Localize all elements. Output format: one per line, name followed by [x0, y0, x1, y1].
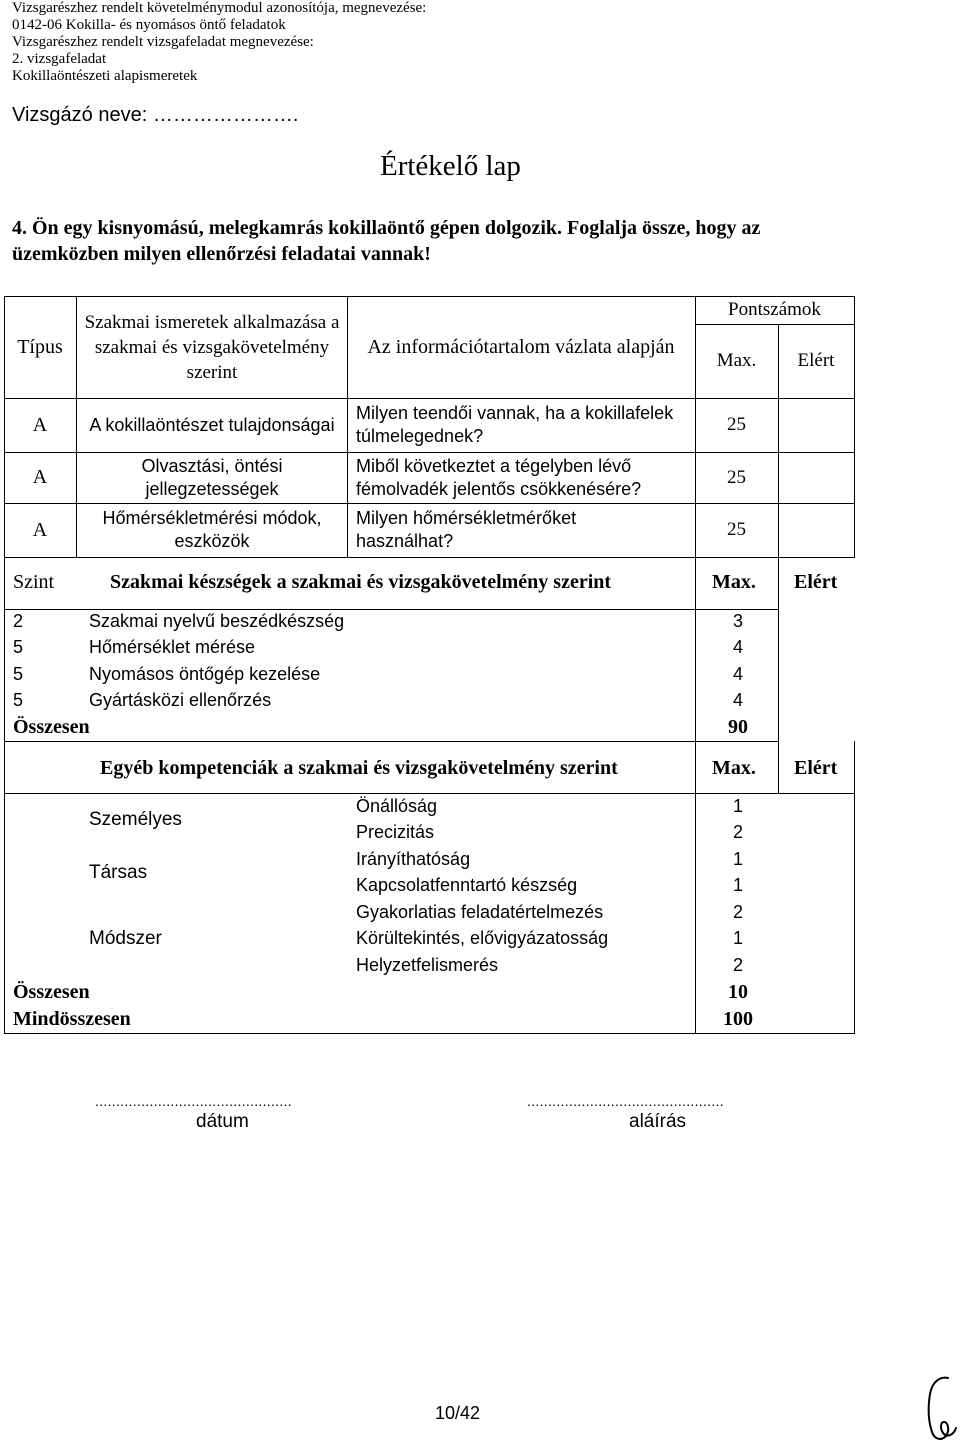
row-max: 25 — [727, 414, 746, 435]
table-border — [4, 1033, 855, 1034]
row-knowledge: Olvasztási, öntési jellegzetességek — [141, 455, 283, 499]
signature-line: ............................................... — [527, 1093, 724, 1109]
competency-max: 1 — [732, 849, 743, 869]
row-knowledge: A kokillaöntészet tulajdonságai — [89, 414, 335, 435]
competency-label: Kapcsolatfenntartó készség — [356, 875, 578, 895]
row-skill: Nyomásos öntőgép kezelése — [89, 664, 321, 684]
task-description-line1: 4. Ön egy kisnyomású, melegkamrás kokillaöntő gépen dolgozik. Foglalja össze, hogy az — [12, 217, 761, 239]
table-border — [4, 793, 855, 794]
table-border — [854, 296, 855, 557]
table-border — [778, 741, 779, 793]
column-header-info: Az információtartalom vázlata alapján — [367, 335, 675, 358]
row-max: 25 — [727, 466, 746, 488]
column-header-type: Típus — [17, 335, 63, 358]
column-header-max: Max. — [716, 350, 757, 371]
row-type: A — [32, 466, 48, 488]
row-info: Miből következtet a tégelyben lévő fémolvadék jelentős csökkenésére? — [356, 455, 642, 499]
page-number: 10/42 — [435, 1403, 481, 1423]
row-knowledge: Hőmérsékletmérési módok, eszközök — [102, 508, 322, 551]
competency-group-personal: Személyes — [89, 809, 182, 830]
competency-max: 1 — [732, 928, 743, 948]
date-label: dátum — [196, 1111, 249, 1132]
table-border — [4, 741, 5, 1033]
competency-label: Önállóság — [356, 796, 438, 816]
page-title: Értékelő lap — [380, 150, 521, 182]
row-type: A — [32, 518, 48, 541]
row-skill: Szakmai nyelvű beszédkészség — [89, 611, 345, 631]
grand-total-value: 100 — [723, 1008, 753, 1030]
total-label: Összesen — [13, 716, 90, 738]
competency-group-social: Társas — [89, 862, 148, 883]
row-level: 5 — [13, 664, 24, 684]
header-task-number: 2. vizsgafeladat — [12, 51, 107, 67]
row-max: 4 — [732, 664, 743, 684]
handwritten-initial-mark — [918, 1372, 958, 1446]
row-achieved[interactable] — [778, 398, 854, 452]
competency-max: 2 — [732, 822, 743, 842]
row-max: 4 — [732, 690, 743, 710]
column-header-max: Max. — [712, 571, 756, 593]
task-description-line2: üzemközben milyen ellenőrzési feladatai vannak! — [12, 243, 431, 265]
competency-max: 2 — [732, 902, 743, 922]
competency-max: 1 — [732, 875, 743, 895]
grand-total-label: Mindösszesen — [13, 1008, 131, 1030]
examinee-name: Vizsgázó neve: …………………. — [12, 104, 299, 126]
row-type: A — [32, 413, 48, 436]
table-border — [4, 557, 5, 741]
header-task-label: Vizsgarészhez rendelt vizsgafeladat megnevezése: — [12, 34, 314, 50]
signature-label: aláírás — [629, 1111, 687, 1132]
row-skill: Gyártásközi ellenőrzés — [89, 690, 272, 710]
row-level: 5 — [13, 637, 24, 657]
table-border — [854, 741, 855, 1033]
table-border — [4, 609, 779, 610]
column-header-achieved: Elért — [794, 571, 838, 593]
row-achieved[interactable] — [778, 503, 854, 557]
row-level: 5 — [13, 690, 24, 710]
competency-group-method: Módszer — [89, 928, 162, 949]
competency-label: Helyzetfelismerés — [356, 955, 499, 975]
header-task-name: Kokillaöntészeti alapismeretek — [12, 68, 198, 84]
row-info: Milyen teendői vannak, ha a kokillafelek túlmelegednek? — [356, 403, 674, 446]
table-border — [4, 741, 779, 742]
table-border — [695, 741, 696, 1033]
row-info: Milyen hőmérsékletmérőket használhat? — [356, 508, 577, 551]
total-value: 10 — [728, 981, 748, 1003]
column-header-skills: Szakmai készségek a szakmai és vizsgakövetelmény szerint — [110, 571, 612, 593]
header-module-name: 0142-06 Kokilla- és nyomásos öntő feladatok — [12, 17, 286, 33]
table-border — [347, 296, 348, 557]
column-header-max: Max. — [712, 757, 756, 779]
column-header-achieved: Elért — [797, 350, 835, 371]
date-line: ............................................... — [95, 1093, 292, 1109]
table-border — [778, 557, 779, 741]
column-header-competencies: Egyéb kompetenciák a szakmai és vizsgakövetelmény szerint — [100, 757, 618, 779]
row-max: 25 — [727, 519, 746, 540]
column-header-achieved: Elért — [794, 757, 838, 779]
competency-label: Gyakorlatias feladatértelmezés — [356, 902, 604, 922]
table-border — [695, 557, 696, 741]
row-achieved[interactable] — [778, 452, 854, 503]
row-max: 3 — [732, 611, 743, 631]
column-header-points: Pontszámok — [728, 299, 821, 320]
competency-label: Irányíthatóság — [356, 849, 471, 869]
column-header-knowledge: Szakmai ismeretek alkalmazása a szakmai és vizsgakövetelmény szerint — [84, 311, 340, 383]
row-level: 2 — [13, 611, 24, 631]
table-border — [76, 296, 77, 557]
competency-max: 2 — [732, 955, 743, 975]
competency-label: Körültekintés, elővigyázatosság — [356, 928, 609, 948]
total-label: Összesen — [13, 981, 90, 1003]
competency-max: 1 — [732, 796, 743, 816]
row-skill: Hőmérséklet mérése — [89, 637, 256, 657]
table-border — [4, 557, 855, 558]
column-header-level: Szint — [13, 571, 55, 593]
header-module-label: Vizsgarészhez rendelt követelménymodul azonosítója, megnevezése: — [12, 0, 427, 16]
total-value: 90 — [728, 716, 748, 738]
row-max: 4 — [732, 637, 743, 657]
competency-label: Precizitás — [356, 822, 435, 842]
